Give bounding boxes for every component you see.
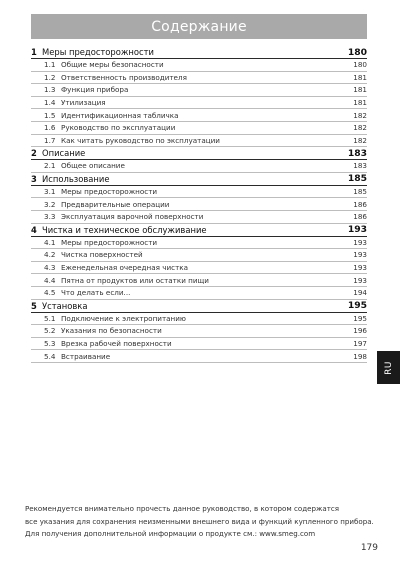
toc-subsection-number: 1.7 [44, 135, 56, 145]
toc-subsection-page: 193 [353, 250, 367, 260]
toc-subsection-number: 3.2 [44, 199, 56, 209]
toc-subsection[interactable] [31, 72, 367, 85]
toc-subsection-label: Чистка поверхностей [61, 250, 143, 260]
toc-section-label: Описание [42, 148, 86, 159]
toc-subsection-number: 3.1 [44, 187, 56, 197]
footer-note [25, 503, 385, 541]
footer-note-line: Рекомендуется внимательно прочесть данное руководство, в котором содержатся [25, 504, 340, 513]
toc-subsection-page: 181 [353, 85, 367, 95]
toc-subsection-title [44, 326, 162, 335]
toc-subsection-label: Утилизация [61, 98, 106, 108]
toc-subsection-page: 181 [353, 98, 367, 108]
toc-subsection-number: 1.1 [44, 60, 56, 70]
toc-subsection-number: 5.4 [44, 351, 56, 361]
toc-subsection-page: 196 [353, 326, 367, 336]
toc-subsection-page: 180 [353, 60, 367, 70]
toc-section[interactable] [31, 300, 367, 313]
toc-subsection-page: 193 [353, 275, 367, 285]
toc-subsection-number: 4.4 [44, 275, 56, 285]
toc-subsection-label: Предварительные операции [61, 199, 170, 209]
toc-subsection-label: Идентификационная табличка [61, 110, 179, 120]
toc-subsection[interactable] [31, 287, 367, 300]
toc-subsection-title [44, 98, 106, 107]
toc-subsection-title [44, 314, 186, 323]
toc-subsection-label: Меры предосторожности [61, 237, 158, 247]
footer-note-line: Для получения дополнительной информации о продукте см.: www.smeg.com [25, 529, 316, 539]
toc-subsection-page: 185 [353, 187, 367, 197]
toc-subsection[interactable] [31, 350, 367, 363]
toc-subsection[interactable] [31, 135, 367, 148]
toc-subsection-number: 3.3 [44, 212, 56, 222]
toc-section-title [31, 225, 207, 235]
toc-subsection-page: 182 [353, 110, 367, 120]
toc-section[interactable] [31, 46, 367, 59]
language-tab [377, 351, 400, 384]
toc-subsection-number: 4.1 [44, 237, 56, 247]
toc-subsection-label: Встраивание [61, 351, 111, 361]
toc-subsection-title [44, 212, 203, 221]
toc-subsection-title [44, 85, 128, 94]
toc-subsection-page: 182 [353, 123, 367, 133]
toc-section-number: 1 [31, 47, 37, 57]
toc-subsection-label: Функция прибора [61, 85, 129, 95]
toc-subsection-title [44, 339, 172, 348]
toc-subsection-title [44, 200, 169, 209]
toc-subsection-title [44, 250, 143, 259]
toc-subsection-page: 183 [353, 161, 367, 171]
toc-subsection[interactable] [31, 186, 367, 199]
toc-section-title [31, 301, 87, 311]
toc-subsection-title [44, 161, 125, 170]
toc-subsection-title [44, 276, 209, 285]
toc-section-page: 193 [347, 224, 367, 236]
toc-subsection[interactable] [31, 237, 367, 250]
toc-section-title [31, 47, 154, 57]
toc-subsection-label: Меры предосторожности [61, 187, 158, 197]
toc-subsection-label: Подключение к электропитанию [61, 313, 186, 323]
toc-subsection-number: 1.5 [44, 110, 56, 120]
toc-section-page: 185 [347, 173, 367, 185]
toc-section-label: Использование [42, 173, 110, 184]
toc-subsection[interactable] [31, 84, 367, 97]
toc-subsection-page: 193 [353, 263, 367, 273]
toc-subsection-page: 193 [353, 237, 367, 247]
toc-subsection-number: 1.2 [44, 72, 56, 82]
toc-subsection-label: Что делать если... [61, 288, 131, 298]
toc-subsection-label: Врезка рабочей поверхности [61, 338, 172, 348]
toc-subsection-label: Пятна от продуктов или остатки пищи [61, 275, 209, 285]
toc-subsection-page: 198 [353, 351, 367, 361]
footer-note-line: все указания для сохранения неизменными внешнего вида и функций купленного прибора. [25, 516, 374, 526]
toc-subsection-page: 195 [353, 313, 367, 323]
toc-subsection-title [44, 263, 188, 272]
toc-section-page: 195 [347, 300, 367, 311]
toc-subsection-number: 4.5 [44, 288, 56, 298]
toc-subsection[interactable] [31, 274, 367, 287]
toc-subsection-number: 5.3 [44, 338, 56, 348]
toc-section-label: Установка [42, 300, 88, 311]
toc-subsection-label: Общее описание [61, 161, 125, 171]
toc-subsection-number: 1.3 [44, 85, 56, 95]
toc-subsection[interactable] [31, 262, 367, 275]
toc-section-page: 183 [347, 147, 367, 159]
toc-subsection-label: Руководство по эксплуатации [61, 123, 176, 133]
toc-subsection-number: 4.3 [44, 263, 56, 273]
toc-subsection-number: 5.1 [44, 313, 56, 323]
toc-section[interactable] [31, 147, 367, 160]
toc-subsection-title [44, 123, 175, 132]
toc-subsection-title [44, 288, 130, 297]
toc-subsection-title [44, 136, 220, 145]
toc-subsection-label: Как читать руководство по эксплуатации [61, 135, 220, 145]
toc-subsection-number: 4.2 [44, 250, 56, 260]
toc-section[interactable] [31, 173, 367, 186]
toc-section-label: Чистка и техническое обслуживание [42, 224, 207, 235]
toc-subsection[interactable] [31, 313, 367, 326]
toc-subsection-number: 5.2 [44, 326, 56, 336]
toc-subsection-title [44, 73, 187, 82]
toc-section-title [31, 148, 85, 158]
toc-subsection-page: 181 [353, 72, 367, 82]
toc-subsection-title [44, 111, 179, 120]
toc-subsection-label: Ответственность производителя [61, 72, 187, 82]
toc-subsection-page: 194 [353, 288, 367, 298]
toc-section-number: 4 [31, 224, 37, 235]
toc-subsection-page: 182 [353, 135, 367, 145]
toc-subsection-title [44, 352, 110, 361]
toc-subsection-page: 186 [353, 199, 367, 209]
toc-subsection[interactable] [31, 97, 367, 110]
toc-section-number: 2 [31, 148, 37, 159]
toc-section-page: 180 [347, 46, 367, 58]
toc-subsection-label: Эксплуатация варочной поверхности [61, 212, 204, 222]
table-of-contents [31, 46, 367, 363]
toc-subsection-label: Указания по безопасности [61, 326, 162, 336]
toc-subsection[interactable] [31, 211, 367, 224]
toc-subsection[interactable] [31, 122, 367, 135]
toc-subsection-title [44, 238, 157, 247]
toc-subsection[interactable] [31, 325, 367, 338]
toc-section-title [31, 174, 109, 184]
toc-subsection[interactable] [31, 160, 367, 173]
language-label: RU [383, 360, 394, 375]
toc-subsection-label: Еженедельная очередная чистка [61, 263, 189, 273]
toc-subsection[interactable] [31, 338, 367, 351]
toc-title: Содержание [31, 14, 367, 39]
toc-subsection[interactable] [31, 198, 367, 211]
toc-subsection-title [44, 187, 157, 196]
toc-section[interactable] [31, 224, 367, 237]
toc-subsection-page: 197 [353, 338, 367, 348]
toc-section-label: Меры предосторожности [42, 47, 154, 57]
toc-subsection[interactable] [31, 109, 367, 122]
toc-section-number: 5 [31, 300, 37, 311]
toc-subsection-number: 1.6 [44, 123, 56, 133]
toc-section-number: 3 [31, 173, 37, 184]
page-number: 179 [360, 543, 378, 553]
toc-subsection[interactable] [31, 249, 367, 262]
toc-subsection[interactable] [31, 59, 367, 72]
toc-subsection-label: Общие меры безопасности [61, 60, 164, 70]
toc-subsection-title [44, 60, 164, 69]
toc-subsection-number: 1.4 [44, 98, 56, 108]
toc-subsection-number: 2.1 [44, 161, 56, 171]
toc-subsection-page: 186 [353, 212, 367, 222]
